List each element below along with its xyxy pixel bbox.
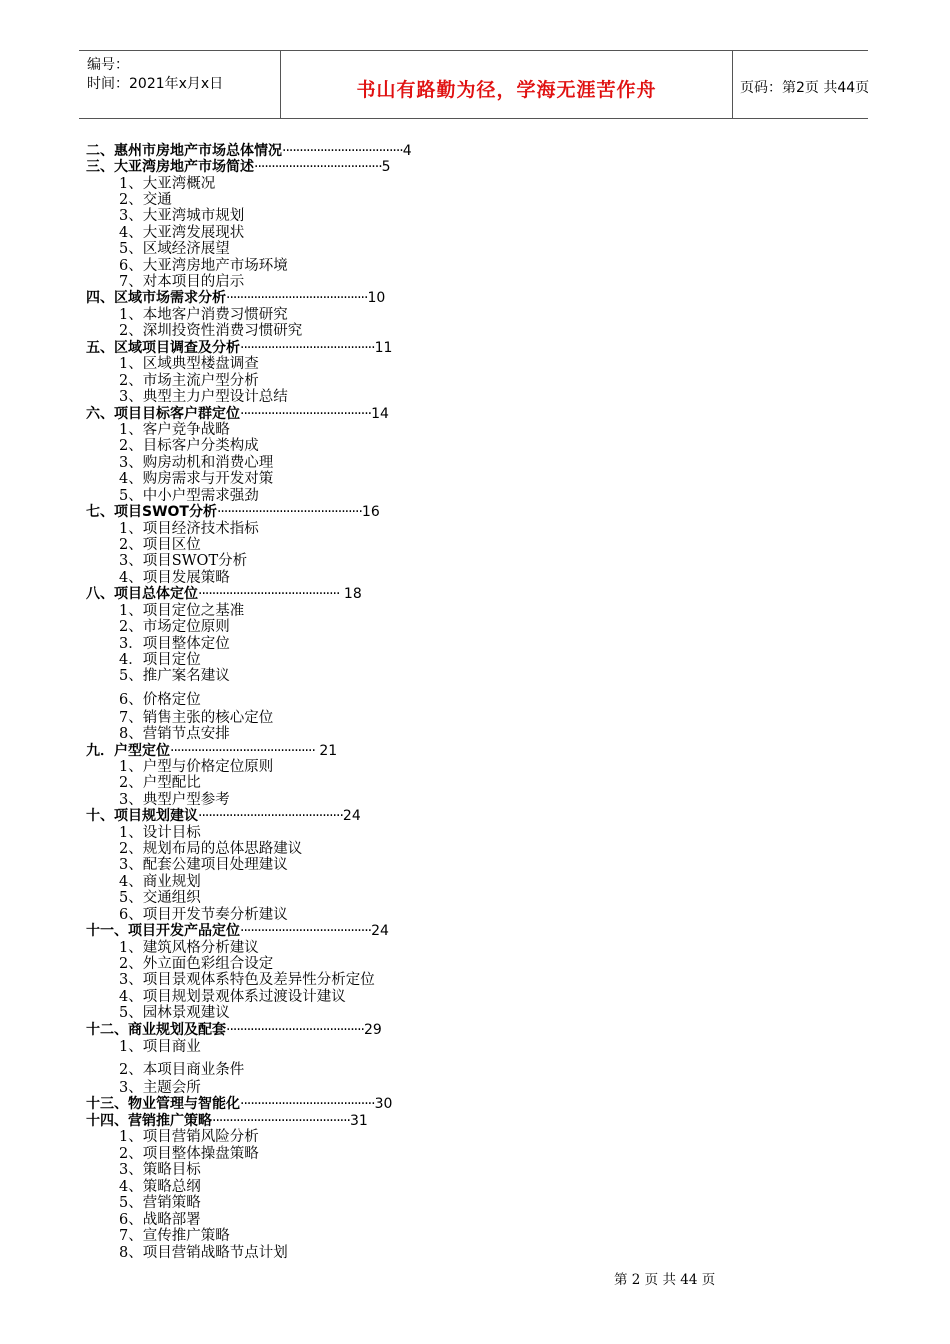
toc-section: [119, 323, 302, 339]
toc-entry-title: 八、项目总体定位: [86, 586, 198, 602]
toc-leader-dots: ·········································: [198, 586, 340, 602]
toc-section: [119, 874, 201, 890]
toc-section: [119, 307, 288, 323]
toc-section: [119, 553, 247, 569]
toc-chapter: [86, 290, 385, 306]
toc-entry-title: 6、项目开发节奏分析建议: [119, 907, 288, 923]
toc-section: [119, 521, 259, 537]
toc-entry-title: 8、营销节点安排: [119, 726, 230, 742]
toc-entry-title: 3、策略目标: [119, 1162, 201, 1178]
toc-leader-dots: ··········································: [216, 504, 362, 520]
toc-entry-title: 7、销售主张的核心定位: [119, 710, 274, 726]
toc-section: [119, 907, 288, 923]
toc-section: [119, 759, 273, 775]
toc-section: [119, 1228, 230, 1244]
toc-entry-title: 5、中小户型需求强劲: [119, 488, 259, 504]
toc-section: [119, 1245, 288, 1261]
toc-section: [119, 792, 230, 808]
toc-entry-title: 十四、营销推广策略: [86, 1113, 212, 1129]
toc-chapter: [86, 1096, 392, 1112]
toc-section: [119, 1062, 244, 1078]
toc-entry-title: 1、项目经济技术指标: [119, 521, 259, 537]
toc-entry-title: 2、外立面色彩组合设定: [119, 956, 274, 972]
toc-page-number: 21: [314, 743, 338, 759]
toc-section: [119, 636, 230, 652]
toc-section: [119, 471, 273, 487]
toc-entry-title: 1、项目定位之基准: [119, 603, 245, 619]
header-motto: 书山有路勤为径，学海无涯苦作舟: [356, 79, 657, 101]
toc-entry-title: 2、市场主流户型分析: [119, 373, 259, 389]
toc-entry-title: 三、大亚湾房地产市场简述: [86, 159, 254, 175]
toc-entry-title: 3、配套公建项目处理建议: [119, 857, 288, 873]
toc-chapter: [86, 504, 380, 520]
toc-entry-title: 2、深圳投资性消费习惯研究: [119, 323, 303, 339]
toc-section: [119, 1080, 201, 1096]
toc-entry-title: 5、区域经济展望: [119, 241, 230, 257]
toc-page-number: 14: [371, 406, 389, 422]
toc-entry-title: 1、客户竞争战略: [119, 422, 230, 438]
toc-entry-title: 5、推广案名建议: [119, 668, 230, 684]
toc-chapter: [86, 586, 362, 602]
toc-page-number: 24: [371, 923, 389, 939]
toc-page-number: 10: [367, 290, 386, 306]
toc-section: [119, 692, 201, 708]
toc-page-number: 18: [339, 586, 362, 602]
toc-page-number: 11: [374, 340, 393, 356]
toc-entry-title: 3、主题会所: [119, 1080, 201, 1096]
toc-entry-title: 2、市场定位原则: [119, 619, 230, 635]
toc-chapter: [86, 159, 391, 175]
toc-section: [119, 652, 201, 668]
toc-leader-dots: ······································: [240, 406, 372, 422]
toc-entry-title: 2、交通: [119, 192, 172, 208]
toc-entry-title: 3、购房动机和消费心理: [119, 455, 274, 471]
toc-section: [119, 422, 230, 438]
toc-entry-title: 1、区域典型楼盘调查: [119, 356, 259, 372]
toc-section: [119, 389, 288, 405]
toc-leader-dots: ·······································: [240, 1096, 375, 1112]
toc-entry-title: 4、项目规划景观体系过渡设计建议: [119, 989, 346, 1005]
toc-chapter: [86, 1022, 382, 1038]
toc-entry-title: 1、户型与价格定位原则: [119, 759, 274, 775]
toc-entry-title: 7、宣传推广策略: [119, 1228, 230, 1244]
toc-section: [119, 1212, 201, 1228]
toc-entry-title: 4、商业规划: [119, 874, 201, 890]
toc-entry-title: 3、大亚湾城市规划: [119, 208, 245, 224]
toc-section: [119, 208, 244, 224]
toc-page-number: 30: [374, 1096, 393, 1112]
toc-entry-title: 3、典型户型参考: [119, 792, 230, 808]
toc-leader-dots: ·········································: [226, 290, 368, 306]
toc-chapter: [86, 923, 389, 939]
toc-entry-title: 十一、项目开发产品定位: [86, 923, 240, 939]
toc-entry-title: 4、购房需求与开发对策: [119, 471, 274, 487]
toc-chapter: [86, 406, 389, 422]
toc-section: [119, 241, 230, 257]
toc-section: [119, 1179, 201, 1195]
toc-entry-title: 十二、商业规划及配套: [86, 1022, 226, 1038]
toc-entry-title: 1、项目商业: [119, 1039, 201, 1055]
toc-entry-title: 6、大亚湾房地产市场环境: [119, 258, 288, 274]
toc-entry-title: 4．项目定位: [119, 652, 201, 668]
toc-entry-title: 5、交通组织: [119, 890, 201, 906]
toc-page-number: 5: [381, 159, 391, 175]
toc-entry-title: 6、价格定位: [119, 692, 201, 708]
toc-page-number: 16: [361, 504, 380, 520]
toc-section: [119, 603, 244, 619]
toc-chapter: [86, 1113, 368, 1129]
toc-section: [119, 726, 230, 742]
toc-section: [119, 1129, 259, 1145]
toc-section: [119, 1195, 201, 1211]
toc-entry-title: 2、本项目商业条件: [119, 1062, 245, 1078]
toc-section: [119, 710, 273, 726]
toc-entry-title: 1、建筑风格分析建议: [119, 940, 259, 956]
toc-entry-title: 十三、物业管理与智能化: [86, 1096, 240, 1112]
toc-entry-title: 5、园林景观建议: [119, 1005, 230, 1021]
toc-entry-title: 4、策略总纲: [119, 1179, 201, 1195]
toc-section: [119, 940, 259, 956]
toc-entry-title: 六、项目目标客户群定位: [86, 406, 240, 422]
toc-entry-title: 5、营销策略: [119, 1195, 201, 1211]
toc-entry-title: 五、区域项目调查及分析: [86, 340, 240, 356]
toc-entry-title: 4、项目发展策略: [119, 570, 230, 586]
toc-section: [119, 775, 201, 791]
toc-leader-dots: ········································: [212, 1113, 351, 1129]
toc-leader-dots: ··········································: [170, 743, 315, 759]
page-footer: 第 2 页 共 44 页: [614, 1272, 716, 1288]
toc-entry-title: 1、设计目标: [119, 825, 201, 841]
toc-section: [119, 956, 273, 972]
toc-section: [119, 192, 172, 208]
toc-entry-title: 1、项目营销风险分析: [119, 1129, 259, 1145]
toc-entry-title: 二、惠州市房地产市场总体情况: [86, 143, 282, 159]
toc-entry-title: 2、项目区位: [119, 537, 201, 553]
toc-section: [119, 1162, 201, 1178]
toc-entry-title: 8、项目营销战略节点计划: [119, 1245, 288, 1261]
toc-entry-title: 1、本地客户消费习惯研究: [119, 307, 288, 323]
toc-section: [119, 825, 201, 841]
toc-section: [119, 356, 259, 372]
toc-entry-title: 3、项目景观体系特色及差异性分析定位: [119, 972, 375, 988]
toc-leader-dots: ········································: [226, 1022, 365, 1038]
toc-chapter: [86, 340, 392, 356]
toc-section: [119, 258, 288, 274]
toc-entry-title: 2、户型配比: [119, 775, 201, 791]
toc-section: [119, 841, 302, 857]
toc-entry-title: 1、大亚湾概况: [119, 176, 216, 192]
toc-chapter: [86, 808, 361, 824]
toc-section: [119, 455, 273, 471]
toc-section: [119, 857, 288, 873]
toc-entry-title: 四、区域市场需求分析: [86, 290, 226, 306]
document-time-label: 时间：2021年x月x日: [87, 76, 224, 92]
toc-entry-title: 3．项目整体定位: [119, 636, 230, 652]
toc-page-number: 4: [402, 143, 412, 159]
toc-leader-dots: ··········································: [198, 808, 343, 824]
toc-page-number: 29: [364, 1022, 382, 1038]
header-page-number: 页码：第2页 共44页: [740, 80, 870, 96]
toc-section: [119, 619, 230, 635]
toc-section: [119, 1146, 259, 1162]
toc-entry-title: 7、对本项目的启示: [119, 274, 245, 290]
toc-chapter: [86, 143, 412, 159]
toc-entry-title: 3、典型主力户型设计总结: [119, 389, 288, 405]
toc-entry-title: 七、项目SWOT分析: [86, 504, 217, 520]
toc-entry-title: 九．户型定位: [86, 743, 170, 759]
toc-leader-dots: ···································: [282, 143, 403, 159]
toc-section: [119, 570, 230, 586]
toc-page-number: 31: [350, 1113, 368, 1129]
toc-section: [119, 274, 244, 290]
toc-entry-title: 十、项目规划建议: [86, 808, 198, 824]
toc-entry-title: 2、目标客户分类构成: [119, 438, 259, 454]
toc-page-number: 24: [342, 808, 361, 824]
toc-section: [119, 1039, 201, 1055]
toc-entry-title: 2、规划布局的总体思路建议: [119, 841, 303, 857]
toc-section: [119, 488, 259, 504]
toc-section: [119, 972, 375, 988]
toc-section: [119, 890, 201, 906]
document-number-label: 编号：: [87, 57, 129, 73]
toc-entry-title: 3、项目SWOT分析: [119, 553, 248, 569]
toc-section: [119, 1005, 230, 1021]
toc-leader-dots: ·······································: [240, 340, 375, 356]
toc-entry-title: 2、项目整体操盘策略: [119, 1146, 259, 1162]
toc-section: [119, 225, 244, 241]
toc-section: [119, 438, 259, 454]
toc-section: [119, 537, 201, 553]
toc-leader-dots: ······································: [240, 923, 372, 939]
toc-section: [119, 668, 230, 684]
toc-entry-title: 6、战略部署: [119, 1212, 201, 1228]
toc-entry-title: 4、大亚湾发展现状: [119, 225, 245, 241]
toc-section: [119, 373, 259, 389]
toc-section: [119, 989, 346, 1005]
toc-leader-dots: ·····································: [254, 159, 382, 175]
toc-section: [119, 176, 215, 192]
toc-chapter: [86, 743, 337, 759]
